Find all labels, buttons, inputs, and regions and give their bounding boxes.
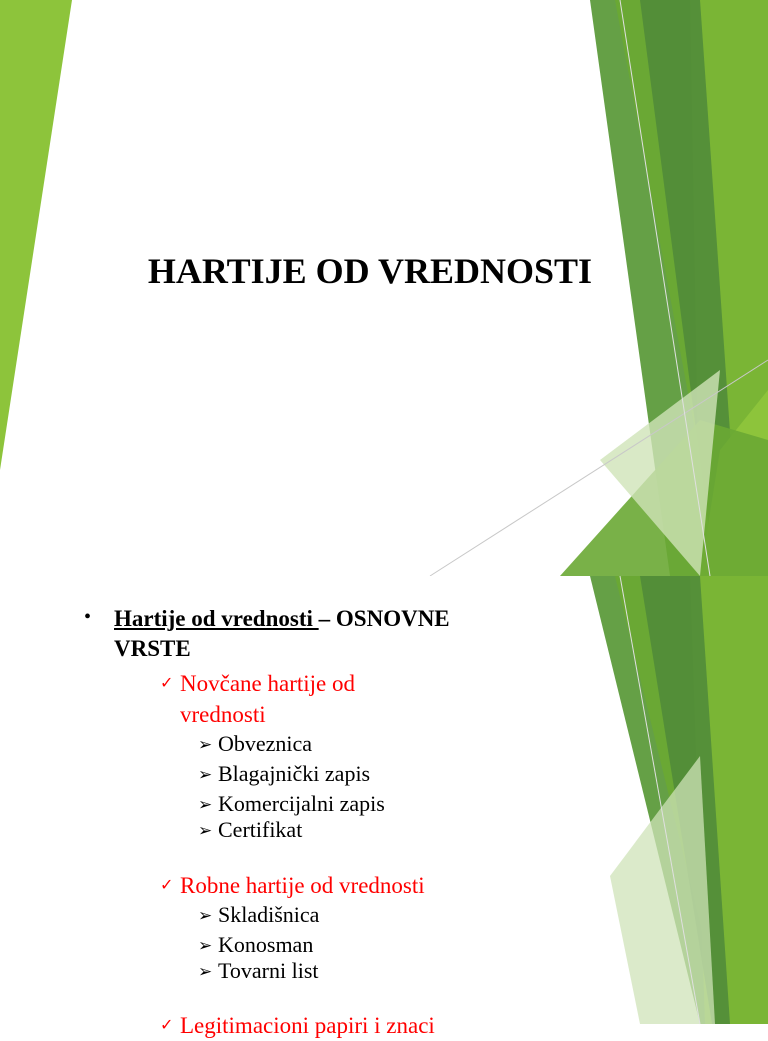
list-item — [198, 816, 303, 844]
list-item — [198, 760, 371, 788]
arrow-bullet-icon: ➢ — [198, 735, 213, 754]
bullet-dot-icon: • — [84, 606, 92, 628]
arrow-bullet-icon: ➢ — [198, 765, 213, 784]
group-label-text: Legitimacioni papiri i znaci — [180, 1013, 435, 1038]
group-label-text: Novčane hartije od vrednosti — [180, 671, 355, 727]
list-item-text: Konosman — [218, 932, 314, 957]
arrow-bullet-icon: ➢ — [198, 821, 213, 840]
list-item — [198, 901, 320, 929]
list-item — [198, 730, 313, 758]
list-item-text: Tovarni list — [218, 958, 319, 983]
heading-rest: – OSNOVNE VRSTE — [114, 606, 450, 661]
arrow-bullet-icon: ➢ — [198, 795, 213, 814]
arrow-bullet-icon: ➢ — [198, 906, 213, 925]
group-label — [160, 870, 510, 901]
check-mark-icon: ✓ — [160, 1017, 174, 1034]
heading-underlined: Hartije od vrednosti — [114, 606, 319, 631]
list-item-text: Komercijalni zapis — [218, 791, 385, 816]
slide-title: HARTIJE OD VREDNOSTI — [147, 251, 593, 291]
arrow-bullet-icon: ➢ — [198, 936, 213, 955]
list-item — [198, 957, 319, 985]
list-item-text: Blagajnički zapis — [218, 761, 371, 786]
group-label — [160, 1010, 510, 1041]
heading-bullet — [84, 604, 494, 664]
group-label-text: Robne hartije od vrednosti — [180, 873, 425, 898]
list-item-text: Obveznica — [218, 731, 313, 756]
list-item-text: Skladišnica — [218, 902, 320, 927]
group-label — [160, 668, 410, 730]
left-green-wedge — [0, 0, 72, 470]
check-mark-icon: ✓ — [160, 675, 174, 692]
arrow-bullet-icon: ➢ — [198, 962, 213, 981]
list-item — [198, 931, 314, 959]
list-item — [198, 790, 385, 818]
content-slide — [0, 576, 768, 1038]
check-mark-icon: ✓ — [160, 877, 174, 894]
list-item-text: Certifikat — [218, 817, 303, 842]
